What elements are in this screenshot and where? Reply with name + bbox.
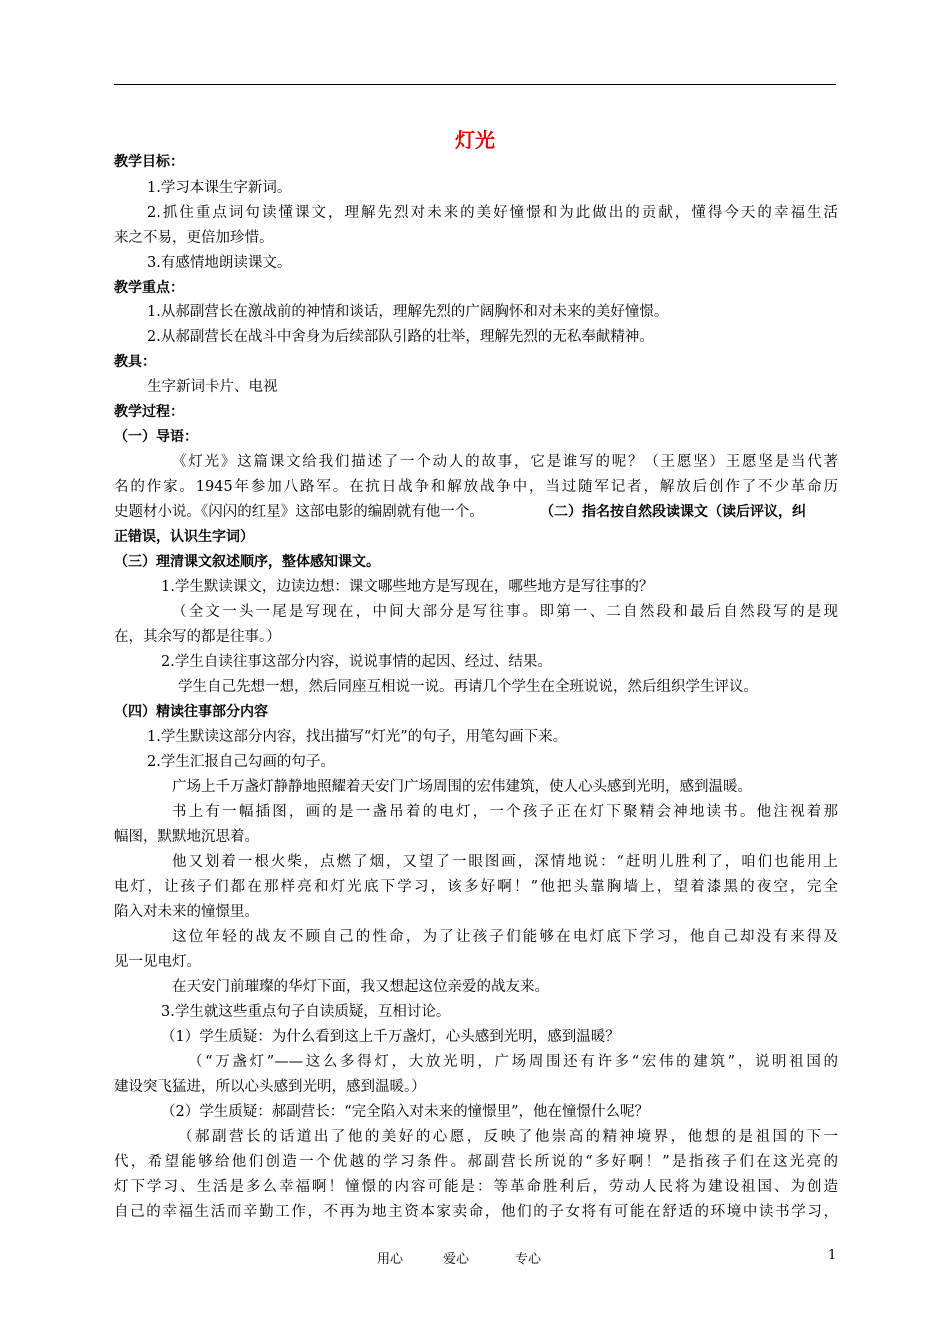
text-line: 灯下学习、生活是多么幸福啊！憧憬的内容可能是：等革命胜利后，劳动人民将为建设祖国、为创造 [114,1179,838,1195]
text-line: 代，希望能够给他们创造一个优越的学习条件。郝副营长所说的“多好啊！”是指孩子们在这光亮的 [114,1154,838,1170]
footer-text-1: 用心 [377,1252,404,1267]
section-heading: 教学过程： [114,404,184,420]
text-line: 1.从郝副营长在激战前的神情和谈话，理解先烈的广阔胸怀和对未来的美好憧憬。 [147,304,669,320]
text-line: 《灯光》这篇课文给我们描述了一个动人的故事，它是谁写的呢？（王愿坚）王愿坚是当代著 [172,454,838,470]
text-line: 1.学生默读课文，边读边想：课文哪些地方是写现在，哪些地方是写往事的？ [161,579,654,595]
text-line: 1.学习本课生字新词。 [147,180,292,196]
text-line: 来之不易，更倍加珍惜。 [114,230,274,246]
text-line: 正错误，认识生字词） [114,529,254,545]
text-line: 见一见电灯。 [114,954,201,970]
text-line: 电灯，让孩子们都在那样亮和灯光底下学习，该多好啊！”他把头靠胸墙上，望着漆黑的夜空，完全 [114,879,838,895]
text-line: 3.有感情地朗读课文。 [147,255,292,271]
text-line: 陷入对未来的憧憬里。 [114,904,259,920]
text-line: 3.学生就这些重点句子自读质疑，互相讨论。 [161,1004,451,1020]
text-line: 生字新词卡片、电视 [147,379,278,395]
text-line: 2.学生自读往事这部分内容，说说事情的起因、经过、结果。 [161,654,552,670]
text-line: 他又划着一根火柴，点燃了烟，又望了一眼图画，深情地说：“赶明儿胜利了，咱们也能用上 [172,854,838,870]
text-line: （全文一头一尾是写现在，中间大部分是写往事。即第一、二自然段和最后自然段写的是现 [172,604,838,620]
section-heading: （三）理清课文叙述顺序，整体感知课文。 [114,554,380,570]
text-line: 在，其余写的都是往事。） [114,629,281,645]
text-line: 学生自己先想一想，然后同座互相说一说。再请几个学生在全班说说，然后组织学生评议。 [178,679,758,695]
section-heading: 教具： [114,354,156,370]
text-line: （“万盏灯”——这么多得灯，大放光明，广场周围还有许多“宏伟的建筑”，说明祖国的 [188,1054,838,1070]
text-line: 在天安门前璀璨的华灯下面，我又想起这位亲爱的战友来。 [172,979,549,995]
text-line: （1）学生质疑：为什么看到这上千万盏灯，心头感到光明，感到温暖？ [161,1029,620,1045]
text-line: 2.学生汇报自己勾画的句子。 [147,754,335,770]
text-line: 史题材小说。《闪闪的红星》这部电影的编剧就有他一个。 [114,504,484,520]
section-heading: 教学目标： [114,154,184,170]
text-line: 建设突飞猛进，所以心头感到光明，感到温暖。） [114,1079,426,1095]
text-line: 名的作家。1945年参加八路军。在抗日战争和解放战争中，当过随军记者，解放后创作了不少革命历 [114,479,838,495]
text-line: 这位年轻的战友不顾自己的性命，为了让孩子们能够在电灯底下学习，他自己却没有来得及 [172,929,838,945]
text-line: 书上有一幅插图，画的是一盏吊着的电灯，一个孩子正在灯下聚精会神地读书。他注视着那 [172,804,838,820]
text-line: 2.从郝副营长在战斗中舍身为后续部队引路的壮举，理解先烈的无私奉献精神。 [147,329,654,345]
section-heading: 教学重点： [114,280,184,296]
text-line: 2.抓住重点词句读懂课文，理解先烈对未来的美好憧憬和为此做出的贡献，懂得今天的幸福生活 [147,205,838,221]
footer-text-3: 专心 [515,1252,542,1267]
footer-text-2: 爱心 [443,1252,470,1267]
section-heading: （一）导语： [114,429,198,445]
text-line: （郝副营长的话道出了他的美好的心愿，反映了他崇高的精神境界，他想的是祖国的下一 [178,1129,838,1145]
text-line: 自己的幸福生活而辛勤工作，不再为地主资本家卖命，他们的子女将有可能在舒适的环境中读书学习， [114,1204,838,1220]
text-line: 幅图，默默地沉思着。 [114,829,259,845]
text-line: （2）学生质疑：郝副营长：“完全陷入对未来的憧憬里”，他在憧憬什么呢？ [161,1104,650,1120]
section-heading: （四）精读往事部分内容 [114,704,268,720]
text-line: 广场上千万盏灯静静地照耀着天安门广场周围的宏伟建筑，使人心头感到光明，感到温暖。 [172,779,752,795]
text-line: （二）指名按自然段读课文（读后评议，纠 [540,504,806,520]
document-title: 灯光 [455,128,495,152]
page-number: 1 [828,1248,837,1263]
header-rule [114,84,836,85]
text-line: 1.学生默读这部分内容，找出描写“灯光”的句子，用笔勾画下来。 [147,729,568,745]
